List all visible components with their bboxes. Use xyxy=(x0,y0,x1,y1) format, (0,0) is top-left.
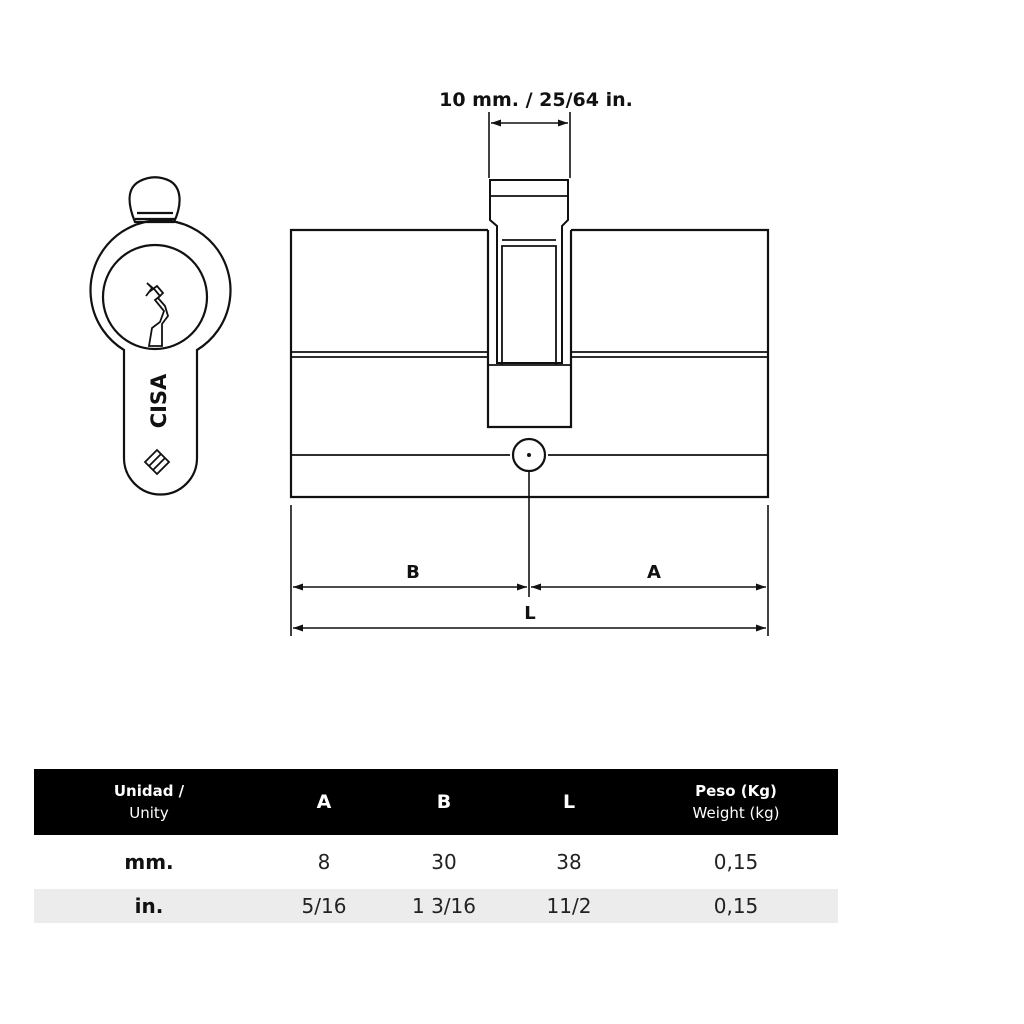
header-a: A xyxy=(264,769,384,835)
table-header-row xyxy=(34,769,838,835)
key-ring xyxy=(103,245,207,349)
keyway xyxy=(146,283,168,346)
row-b: 1 3/16 xyxy=(384,889,504,923)
row-unit: in. xyxy=(34,889,264,923)
table-row xyxy=(34,889,838,923)
brand-text: CISA xyxy=(147,373,171,429)
dimension-a-label: A xyxy=(647,562,661,583)
row-l: 11/2 xyxy=(504,889,634,923)
row-l: 38 xyxy=(556,850,582,874)
row-b: 30 xyxy=(431,850,457,874)
cam-slot xyxy=(488,230,571,427)
dimension-lines xyxy=(291,112,768,636)
row-a: 8 xyxy=(317,850,331,874)
header-unit xyxy=(34,769,264,835)
row-weight: 0,15 xyxy=(713,850,759,874)
row-a: 5/16 xyxy=(264,889,384,923)
header-b: B xyxy=(384,769,504,835)
cam-width-label: 10 mm. / 25/64 in. xyxy=(439,89,633,111)
table-row xyxy=(34,835,838,889)
header-weight-line2: Weight (kg) xyxy=(692,804,780,822)
header-unit-line2: Unity xyxy=(129,804,169,822)
dimension-l-label: L xyxy=(524,603,536,624)
brand-logo-icon xyxy=(145,450,169,474)
cylinder-side-view xyxy=(291,180,768,497)
header-unit-line1: Unidad / xyxy=(113,782,185,800)
row-unit: mm. xyxy=(124,850,174,874)
header-weight-line1: Peso (Kg) xyxy=(695,782,777,800)
dimension-b-label: B xyxy=(406,562,420,583)
header-weight xyxy=(634,769,838,835)
key-knob xyxy=(130,177,180,222)
header-l: L xyxy=(504,769,634,835)
row-weight: 0,15 xyxy=(634,889,838,923)
key-front-view xyxy=(91,177,231,494)
dimensions-table xyxy=(34,769,838,923)
